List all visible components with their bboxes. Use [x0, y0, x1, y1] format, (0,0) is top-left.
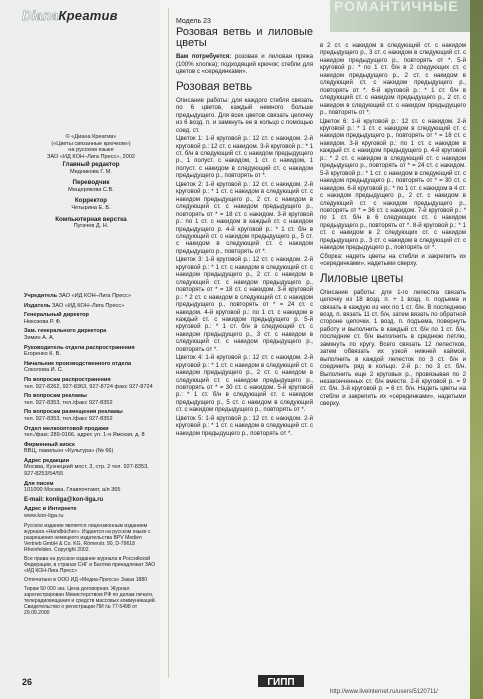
page-number: 26	[22, 677, 33, 687]
staff-block: Главный редактор Медникова Г. М. Переводчик Мещерякова С.В. Корректор Четырина Е. Б. Компьютерная верстка Пугачев Д. Н.	[55, 161, 127, 230]
source-watermark: http://www.liveinternet.ru/users/5120711/	[330, 689, 438, 695]
article-title: Розовая ветвь и лиловые цветы	[176, 26, 313, 50]
top-banner: РОМАНТИЧНЫЕ	[330, 0, 483, 32]
copyright-block: © «Диана Креатив» («Цветы связанные крючком») на русском языке ЗАО «ИД КОН–Лига Пресс», 2002	[47, 134, 135, 160]
svg-text:ГИПП: ГИПП	[267, 677, 295, 687]
gipp-logo	[258, 675, 304, 687]
section-title-lilac-flowers: Лиловые цветы	[320, 272, 404, 285]
article-column-1: Модель 23 Розовая ветвь и лиловые цветы Вам потребуется: розовая и лиловая пряжа (100% хлопка); подходящий крючок; стебли для цветов с «серединками». Розовая ветвь Описание работы: для каждого стебля связать по 6 цветов, каждый немного больше предыдущего. Для всех цветов связать цепочку из 6 возд. п. и замкнуть ее в кольцо с помощью соед. ст. Цветок 1: 1-й круговой р.: 12 ст. с накидом. 2-й круговой р.: 12 ст. с накидом. 3-й круговой р.: * 1 ст. б/н в следующий ст. с накидом предыдущего р., 1 полуст. с накидом, 1 ст. с накидом, 1 полуст. с накидом в следующий ст. с накидом предыдущего р., повторять от *. Цветок 2: 1-й круговой р.: 12 ст. с накидом. 2-й круговой р.: * 1 ст. с накидом в следующий ст. с накидом предыдущего р., 2 ст. с накидом в следующий ст. с накидом предыдущего р., повторять от * = 18 ст. с накидом. 3-й круговой р.: по 1 ст. с накидом в каждый ст. с накидом предыдущего р. 4-й круговой р.: * 1 ст. б/н в следующий ст. с накидом предыдущего р., 5 ст. с накидом в следующий ст. с накидом предыдущего р., повторять от *. Цветок 3: 1-й круговой р.: 12 ст. с накидом. 2-й круговой р.: * 1 ст. с накидом в следующий ст. с накидом предыдущего р., 2 ст. с накидом в следующий ст. с накидом предыдущего р., повторять от * = 18 ст. с накидом. 3-й круговой р.: * 2 ст. с накидом в следующий ст. с накидом предыдущего р., повторять от * = 24 ст. с накидом. 4-й круговой р.: по 1 ст. с накидом в каждый ст. с накидом предыдущего р. 5-й круговой р.: * 1 ст. б/н в следующий ст. с накидом предыдущего р., 3 ст. с накидом в следующий ст. с накидом предыдущего р., повторять от *. Цветок 4: 1-й круговой р.: 12 ст. с накидом. 2-й круговой р.: * 1 ст. с накидом в следующий ст. с накидом предыдущего р., 2 ст. с накидом в следующий ст. с накидом предыдущего р., повторять от * = 30 ст. с накидом. 5-й круговой р.: * 1 ст. б/н в следующий ст. с накидом предыдущего р., 5 ст. с накидом в следующий ст. с накидом предыдущего р., повторять от *. Цветок 5: 1-й круговой р.: 12 ст. с накидом. 2-й круговой р.: * 1 ст. с накидом в следующий ст. с накидом предыдущего р., повторять от *.	[176, 18, 313, 437]
publisher-info: Учредитель ЗАО «ИД КОН–Лига Пресс» Издатель ЗАО «ИД КОН–Лига Пресс» Генеральный директор Некозова Р. Ф. Зам. генерального директора Зимин А. А. Руководитель отдела распространения Егоренко К. В. Начальник производственного отдела Соколова И. С. По вопросам распространения тел. 927-8262, 927-8363, 927-8724 факс 927-8724 По вопросам рекламы тел. 927-8353, тел./факс 927-8352 По вопросам размещения рекламы тел. 927-8353, тел./факс 927-8352 Отдел мелкооптовой продажи тел./факс 289-0166, адрес ул. 1-я Ямская, д. 8 Фирменный киоск ВВЦ, павильон «Культура» (№ 66) Адрес редакции Москва, Кузнецкий мост, 3, стр. 2 тел. 927-8353, 927-8253/54/55 Для писем 101000 Москва, Главпочтамт, а/я 365 E-mail: konliga@kon-liga.ru Адрес в Интернете www.kon-liga.ru Русское издание является лицензионным изданием журнала «Handbücher». Издается на русском языке с разрешения немецкого издательства BPV Medien Vertrieb GmbH & Co. KG, Römerstr. 90, D-79618 Rheinfelden. Copyright 2002. Все права на русское издание журнала в Российской Федерации, в странах СНГ и Балтии принадлежат ЗАО «ИД КОН-Лига Пресс» Отпечатано в ООО ИД «Медиа-Пресса» Заказ 1880 Тираж 50 000 экз. Цена договорная. Журнал зарегистрирован Министерством РФ по делам печати, телерадиовещания и средств массовых коммуникаций. Свидетельство о регистрации ПИ № 77-5498 от 29.09.2000	[24, 293, 158, 619]
website-link[interactable]: www.kon-liga.ru	[24, 513, 64, 520]
email-link[interactable]: E-mail: konliga@kon-liga.ru	[24, 496, 104, 503]
photo-edge-strip	[470, 0, 483, 699]
magazine-logo: DianaКреатив	[22, 8, 118, 23]
article-column-2: в 2 ст. с накидом в следующий ст. с накидом предыдущего р., 3 ст. с накидом в следующий ст. с накидом предыдущего р., повторять от *. 5-й круговой р.: * по 1 ст. б/н в 2 следующих ст. с накидом предыдущего р., 2 ст. с накидом в следующий ст. с накидом предыдущего р., повторять от *. 6-й круговой р.: * 1 ст. б/н в следующий ст. с накидом предыдущего р., 2 ст. с накидом в следующий ст. с накидом предыдущего р., повторять от *. Цветок 6: 1-й круговой р.: 12 ст. с накидом. 2-й круговой р.: * 1 ст. с накидом в следующий ст. с накидом предыдущего р., повторять от * = 18 ст. с накидом. 3-й круговой р.: по 1 ст. с накидом в каждый ст. с накидом предыдущего р. 4-й круговой р.: * 2 ст. с накидом в следующий ст. с накидом предыдущего р., повторять от * = 24 ст. с накидом. 5-й круговой р.: * 1 ст. с накидом в следующий ст. с накидом предыдущего р., повторять от * = 30 ст. с накидом. 6-й круговой р.: * по 1 ст. с накидом в 4 ст. с накидом предыдущего р., 2 ст. с накидом в следующий ст. с накидом предыдущего р., повторять от * = 36 ст. с накидом. 7-й круговой р.: * по 1 ст. б/н в 6 следующих ст. с накидом предыдущего р., повторять от *. 8-й круговой р.: * 1 ст. с накидом в 2 следующих ст. с накидом предыдущего р., 3 ст. с накидом в следующий ст. с накидом предыдущего р., повторять от *. Сборка: надеть цветы на стебли и закрепить их «серединками», надетыми сверху. Лиловые цветы Описание работы: для 1-го лепестка связать цепочку из 18 возд. п. + 1 возд. п. подъема и связать в каждую из них по 1 ст. б/н. В последнюю возд. п. вязать 11 ст. б/н, затем вязать по обратной стороне цепочки. 1 возд. п. подъема, повернуть работу и выполнить в каждый ст. б/н по 1 ст. б/н, последние ст. б/н выполнить в среднюю петлю, замкнуть по кругу. Всего связать 12 лепестков, затем обвязать их узкой нижней каймой, выполнить в каждой лепесток по 3 ст. б/н и соединить ряд в кольцо. 2-й р.: по 3 ст. б/н. Выполнить еще 2 круговых р., провязывая по 2 незаконченных ст. б/н вместе. 2-й круговой р. = 9 ст. б/н. 3-й круговой р. = 6 ст. б/н. Надеть цветы на стебли и закрепить их «серединками», надетыми сверху.	[320, 42, 466, 408]
model-number: Модель 23	[176, 18, 211, 25]
section-title-pink-branch: Розовая ветвь	[176, 80, 253, 93]
column-divider	[168, 8, 169, 678]
